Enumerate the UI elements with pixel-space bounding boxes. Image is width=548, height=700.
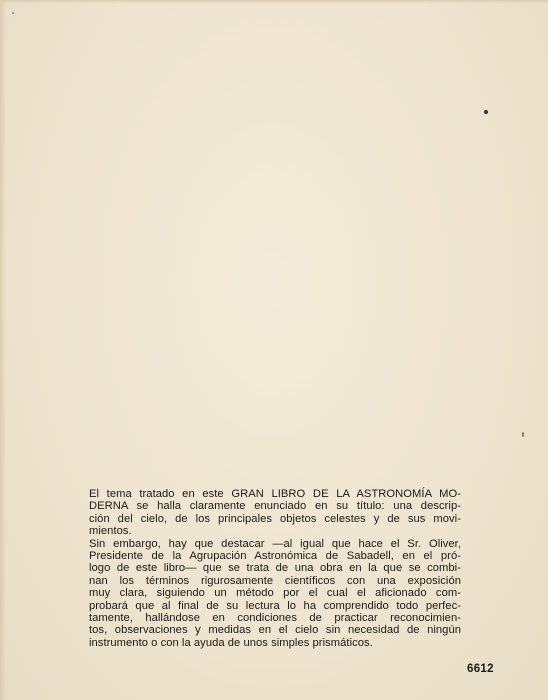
paper-speck — [484, 110, 488, 114]
text-line: tos, observaciones y medidas en el cielo sin necesidad de ningún — [89, 624, 461, 637]
text-line: logo de este libro— que se trata de una obra en la que se combi- — [89, 562, 461, 575]
cover-left-edge — [0, 0, 6, 700]
text-line: Presidente de la Agrupación Astronómica de Sabadell, en el pró- — [89, 550, 461, 563]
catalog-number: 6612 — [467, 663, 494, 675]
text-line: El tema tratado en este GRAN LIBRO DE LA ASTRONOMÍA MO- — [89, 488, 461, 500]
text-line: mientos. — [89, 525, 132, 538]
text-line: ción del cielo, de los principales objetos celestes y de sus movi- — [89, 512, 461, 525]
cover-top-edge — [0, 0, 548, 4]
text-line: tamente, hallándose en condiciones de practicar reconocimien- — [89, 612, 461, 625]
blurb-paragraph-2 — [89, 538, 461, 650]
paper-speck — [522, 432, 524, 437]
text-line: Sin embargo, hay que destacar —al igual que hace el Sr. Oliver, — [89, 537, 461, 550]
text-line: instrumento o con la ayuda de unos simples prismáticos. — [89, 636, 373, 649]
text-line: probará que al final de su lectura lo ha comprendido todo perfec- — [89, 599, 461, 612]
text-line: muy clara, siguiendo un método por el cual el aficionado com- — [89, 587, 461, 600]
text-line: nan los términos rigurosamente científicos con una exposición — [89, 574, 461, 587]
blurb-text — [89, 488, 461, 649]
blurb-paragraph-1 — [89, 488, 461, 538]
text-line: DERNA se halla claramente enunciado en su título: una descrip- — [89, 500, 461, 513]
paper-speck — [12, 12, 14, 14]
